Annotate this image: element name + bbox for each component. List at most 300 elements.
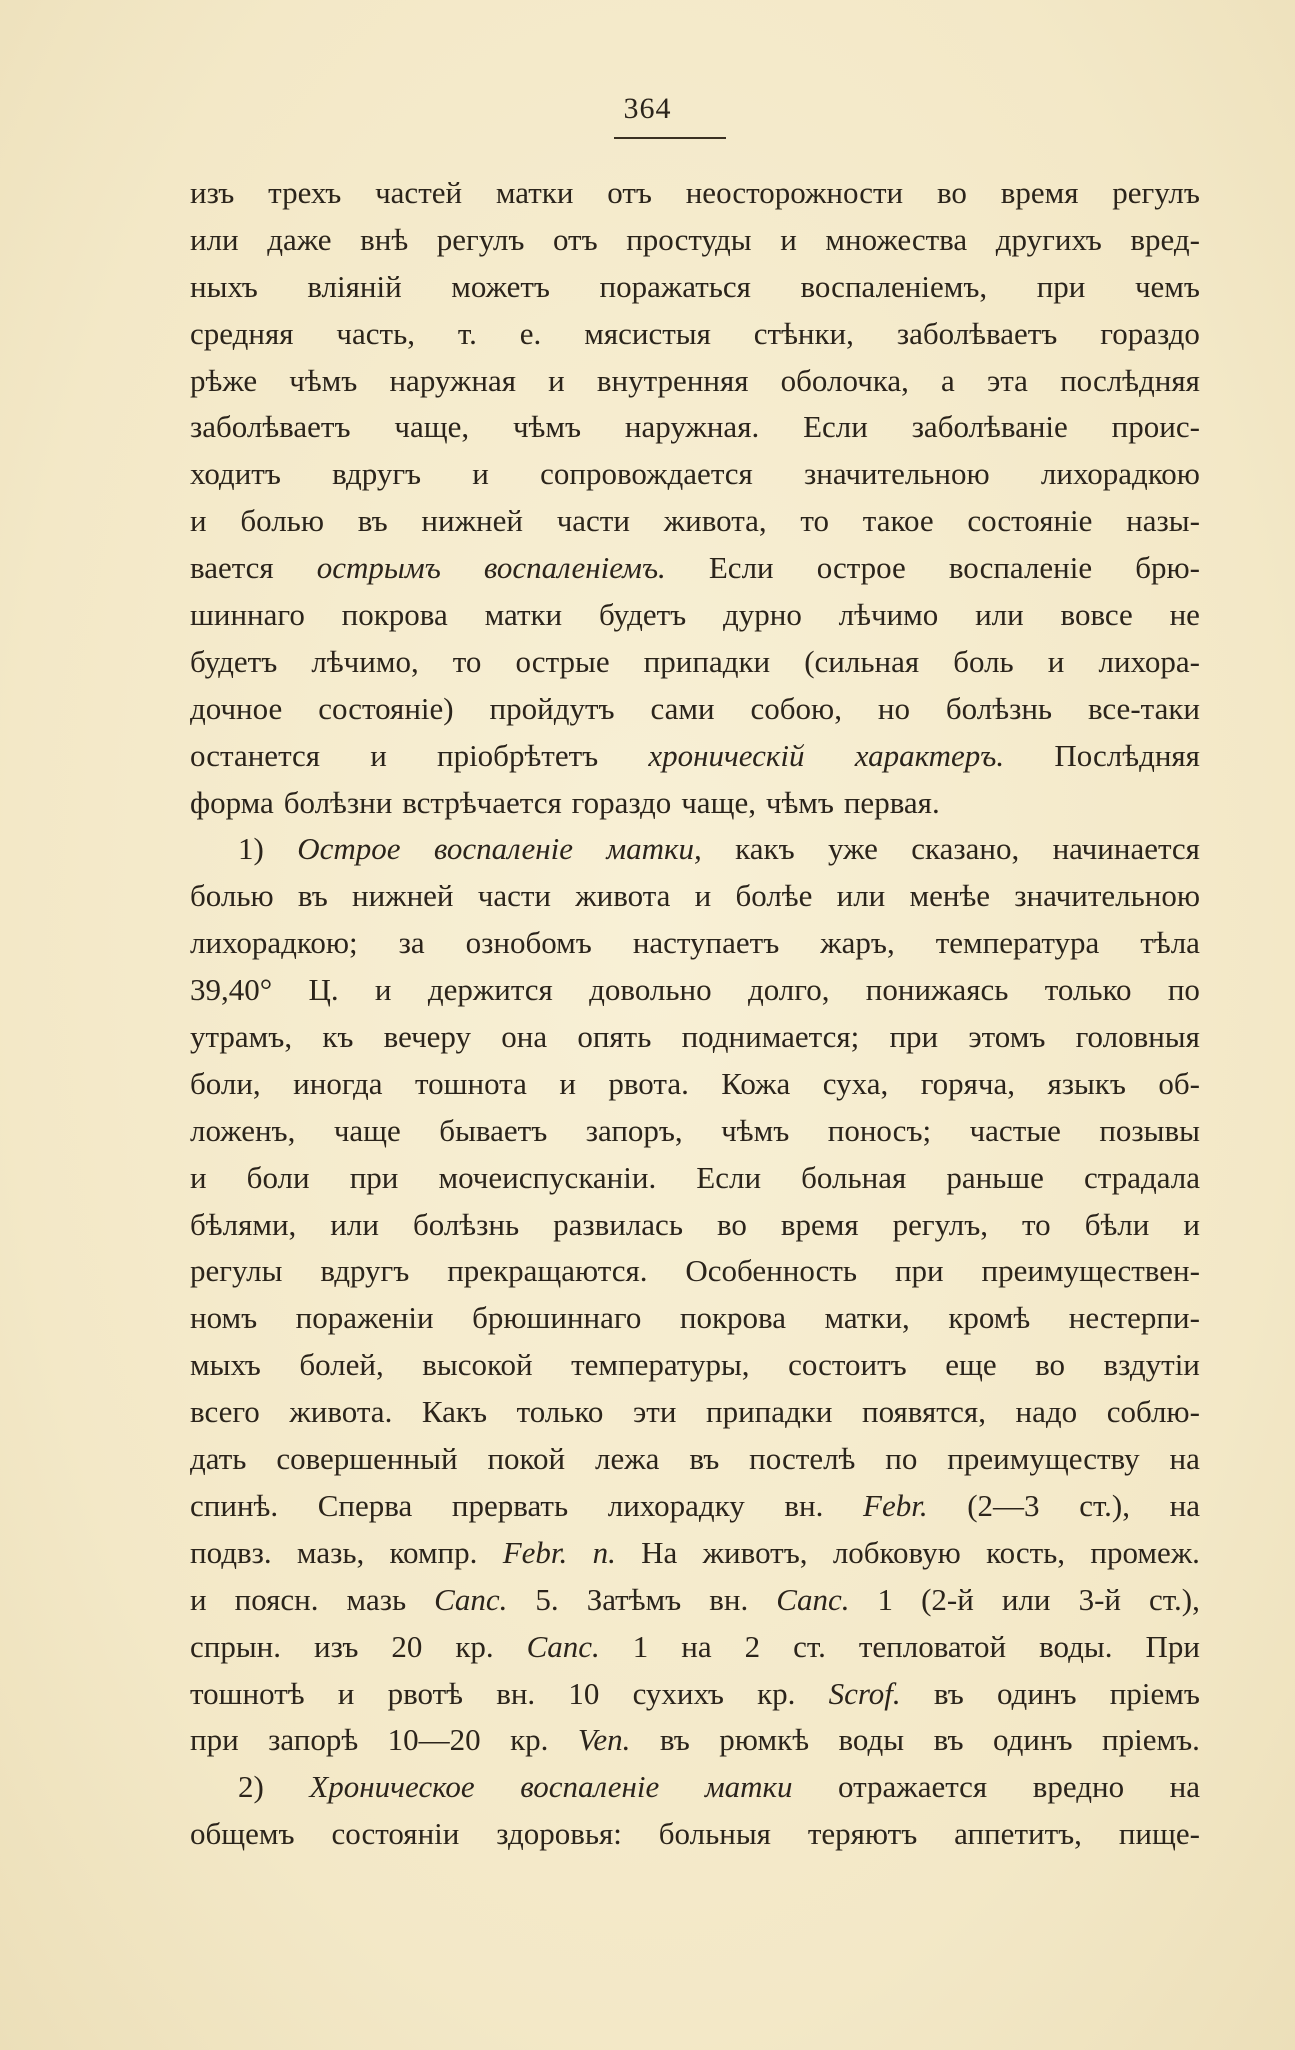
word: компр. <box>389 1534 478 1570</box>
word: нестерпи- <box>1068 1300 1200 1336</box>
word: болей, <box>299 1347 384 1383</box>
word: 20 <box>391 1628 423 1664</box>
text-line <box>190 920 1200 967</box>
text-line <box>190 873 1200 920</box>
text-line <box>190 451 1200 498</box>
word: средняя <box>190 315 294 351</box>
word: ознобомъ <box>465 925 592 961</box>
word: вдругъ <box>320 1253 410 1289</box>
word: 2) <box>238 1769 264 1805</box>
word: и <box>780 221 797 257</box>
word: вліяній <box>307 268 402 304</box>
word: лобковую <box>832 1534 961 1570</box>
word: тѣла <box>1140 925 1200 961</box>
word: или <box>190 221 239 257</box>
word: рвота. <box>608 1065 689 1101</box>
word: понижаясь <box>865 972 1009 1008</box>
word: такое <box>862 503 934 539</box>
word: отъ <box>552 221 598 257</box>
word: значительною <box>803 456 990 492</box>
text-line <box>190 1108 1200 1155</box>
word: во <box>716 1206 747 1242</box>
word: долго, <box>747 972 830 1008</box>
word: пище- <box>1118 1816 1200 1852</box>
italic-word: Canc. <box>526 1628 600 1664</box>
word: и <box>374 972 392 1008</box>
word: наружная <box>389 362 517 398</box>
text-line <box>190 1202 1200 1249</box>
word: мясистыя <box>584 315 711 351</box>
word: преимуществен- <box>981 1253 1200 1289</box>
word: всего <box>190 1394 260 1430</box>
word: или <box>975 597 1024 633</box>
word: множества <box>825 221 968 257</box>
word: и <box>472 456 489 492</box>
word: лихорадкою <box>1040 456 1200 492</box>
word: совершенный <box>276 1441 458 1477</box>
word: и <box>559 1065 576 1101</box>
word: (2—3 <box>967 1487 1040 1523</box>
page-header <box>0 92 1295 126</box>
word: одинъ <box>992 1722 1073 1758</box>
word: болью <box>240 503 324 539</box>
word: другихъ <box>995 221 1102 257</box>
word: кр. <box>510 1722 549 1758</box>
word: 39,40° <box>190 972 273 1008</box>
word: оболочка, <box>780 362 909 398</box>
word: регулъ, <box>892 1206 989 1242</box>
word: позывы <box>1099 1112 1200 1148</box>
text-line <box>190 1530 1200 1577</box>
italic-word: Canc. <box>434 1581 508 1617</box>
word: кость, <box>986 1534 1066 1570</box>
word: даже <box>267 221 332 257</box>
text-line <box>190 967 1200 1014</box>
word: при <box>349 1159 399 1195</box>
word: неосторожности <box>685 175 904 210</box>
word: проис- <box>1111 409 1200 445</box>
word: Если <box>708 550 774 586</box>
word: на <box>681 1628 712 1664</box>
word: нижней <box>351 878 454 914</box>
text-line <box>190 1671 1200 1718</box>
word: бываетъ <box>439 1112 548 1148</box>
word: бѣлями, <box>190 1206 297 1242</box>
word: и <box>190 1159 207 1195</box>
word: кромѣ <box>948 1300 1031 1336</box>
word: мочеиспусканіи. <box>438 1159 657 1195</box>
word: об- <box>1158 1065 1200 1101</box>
word: только <box>1044 972 1132 1008</box>
word: живота, <box>663 503 767 539</box>
page-number: 364 <box>623 92 672 125</box>
word: то <box>800 503 830 539</box>
italic-word: Хроническое <box>309 1769 475 1805</box>
word: языкъ <box>1047 1065 1126 1101</box>
word: аппетитъ, <box>954 1816 1082 1852</box>
word: промеж. <box>1090 1534 1200 1570</box>
italic-word: характеръ. <box>854 737 1005 773</box>
word: Ц. <box>308 972 339 1008</box>
word: теряютъ <box>807 1816 918 1852</box>
word: будетъ <box>190 643 278 679</box>
word: вн. <box>496 1675 536 1711</box>
word: (сильная <box>804 643 920 679</box>
word: Если <box>803 409 868 445</box>
word: отъ <box>607 175 652 210</box>
word: и <box>337 1675 355 1711</box>
word: животъ, <box>702 1534 808 1570</box>
word: температура <box>935 925 1100 961</box>
word: прервать <box>451 1487 569 1523</box>
word: спрын. <box>190 1628 282 1664</box>
word: вечеру <box>383 1019 472 1055</box>
text-line <box>190 639 1200 686</box>
word: регулъ <box>436 221 525 257</box>
word: гораздо <box>571 784 672 820</box>
word: сухихъ <box>632 1675 724 1711</box>
word: рѣже <box>190 362 258 398</box>
word: не <box>1169 597 1200 633</box>
italic-word: Ven. <box>577 1722 631 1758</box>
italic-word: матки <box>704 1769 793 1805</box>
word: воспаленіемъ, <box>800 268 988 304</box>
word: въ <box>933 1675 964 1711</box>
word: довольно <box>589 972 712 1008</box>
word: покрова <box>341 597 448 633</box>
word: лихорадку <box>607 1487 745 1523</box>
word: воды <box>838 1722 905 1758</box>
word: больная <box>801 1159 907 1195</box>
body-text <box>190 170 1200 1858</box>
word: и <box>694 878 712 914</box>
word: собою, <box>750 690 842 726</box>
word: болѣзнь <box>412 1206 520 1242</box>
text-line <box>190 358 1200 405</box>
word: головныя <box>1075 1019 1200 1055</box>
word: поднимается; <box>681 1019 860 1055</box>
word: за <box>398 925 425 961</box>
word: болью <box>190 878 274 914</box>
word: дочное <box>190 690 283 726</box>
word: брюшиннаго <box>472 1300 642 1336</box>
word: чаще <box>333 1112 401 1148</box>
text-line <box>190 1061 1200 1108</box>
word: надо <box>1015 1394 1078 1430</box>
word: кр. <box>455 1628 494 1664</box>
word: Кожа <box>721 1065 791 1101</box>
text-line <box>190 1248 1200 1295</box>
italic-word: острымъ <box>316 550 441 586</box>
word: форма <box>190 784 274 820</box>
word: воды. <box>1039 1628 1113 1664</box>
word: живота <box>575 878 671 914</box>
word: здоровья: <box>496 1816 622 1852</box>
text-line <box>190 498 1200 545</box>
text-line <box>190 404 1200 451</box>
word: или <box>1001 1581 1051 1617</box>
word: частые <box>969 1112 1061 1148</box>
word: въ <box>689 1441 720 1477</box>
word: суха, <box>822 1065 889 1101</box>
italic-word: Острое <box>297 831 401 867</box>
word: заболѣваетъ <box>896 315 1058 351</box>
word: Если <box>696 1159 762 1195</box>
text-line <box>190 217 1200 264</box>
word: регулы <box>190 1253 283 1289</box>
word: вред- <box>1130 221 1200 257</box>
word: На <box>641 1534 678 1570</box>
word: Послѣдняя <box>1054 737 1200 773</box>
word: припадки <box>705 1394 833 1430</box>
word: пріемъ <box>1109 1675 1200 1711</box>
word: болѣе <box>735 878 813 914</box>
italic-word: матки, <box>606 831 702 867</box>
word: живота. <box>289 1394 393 1430</box>
word: она <box>501 1019 548 1055</box>
word: трехъ <box>268 175 342 210</box>
word: Особенность <box>685 1253 858 1289</box>
word: простуды <box>626 221 752 257</box>
text-line <box>190 1014 1200 1061</box>
word: сказано, <box>911 831 1020 867</box>
word: вредно <box>1032 1769 1125 1805</box>
word: можетъ <box>451 268 550 304</box>
text-line <box>190 1811 1200 1858</box>
word: и <box>370 737 387 773</box>
word: тошнотѣ <box>190 1675 305 1711</box>
word: во <box>1035 1347 1066 1383</box>
word: брю- <box>1135 550 1200 586</box>
word: появятся, <box>862 1394 986 1430</box>
word: чемъ <box>1134 268 1200 304</box>
word: время <box>1000 175 1079 210</box>
word: болѣзни <box>283 784 393 820</box>
word: встрѣчается <box>402 784 562 820</box>
word: въ <box>297 878 328 914</box>
word: сами <box>650 690 715 726</box>
word: лихора- <box>1098 643 1200 679</box>
word: наружная. <box>624 409 760 445</box>
word: общемъ <box>190 1816 295 1852</box>
word: этомъ <box>968 1019 1046 1055</box>
word: дурно <box>722 597 802 633</box>
word: лѣчимо, <box>311 643 419 679</box>
text-line <box>190 733 1200 780</box>
word: регулъ <box>1112 175 1200 210</box>
word: или <box>836 878 886 914</box>
text-line <box>190 1483 1200 1530</box>
word: 2 <box>744 1628 761 1664</box>
word: вается <box>190 550 274 586</box>
word: менѣе <box>909 878 991 914</box>
word: останется <box>190 737 321 773</box>
text-line <box>190 1436 1200 1483</box>
word: на <box>1169 1769 1200 1805</box>
word: Какъ <box>421 1394 488 1430</box>
word: состоитъ <box>788 1347 907 1383</box>
italic-word: хроническій <box>648 737 805 773</box>
word: эти <box>632 1394 677 1430</box>
word: вн. <box>784 1487 824 1523</box>
word: кр. <box>757 1675 796 1711</box>
word: чѣмъ <box>721 1112 790 1148</box>
word: къ <box>322 1019 354 1055</box>
word: чаще, <box>681 784 756 820</box>
word: вовсе <box>1060 597 1133 633</box>
text-line <box>190 170 1200 217</box>
word: назы- <box>1126 503 1200 539</box>
text-line <box>190 780 1200 827</box>
word: будетъ <box>598 597 687 633</box>
word: какъ <box>735 831 795 867</box>
word: 3-й <box>1078 1581 1121 1617</box>
word: вдругъ <box>332 456 422 492</box>
word: мыхъ <box>190 1347 261 1383</box>
word: При <box>1145 1628 1200 1664</box>
word: а <box>941 362 955 398</box>
word: эта <box>986 362 1028 398</box>
text-line <box>190 1295 1200 1342</box>
word: матки <box>484 597 563 633</box>
word: лѣчимо <box>838 597 939 633</box>
word: рвотѣ <box>387 1675 463 1711</box>
word: заболѣваніе <box>911 409 1068 445</box>
word: во <box>936 175 967 210</box>
word: и <box>190 1581 207 1617</box>
word: внѣ <box>360 221 409 257</box>
word: чѣмъ <box>512 409 582 445</box>
word: прекращаются. <box>447 1253 648 1289</box>
word: 10—20 <box>387 1722 481 1758</box>
text-line <box>190 1624 1200 1671</box>
word: поражаться <box>599 268 751 304</box>
word: раньше <box>946 1159 1044 1195</box>
text-line <box>190 1342 1200 1389</box>
word: лихорадкою; <box>190 925 358 961</box>
word: заболѣваетъ <box>190 409 351 445</box>
word: ходитъ <box>190 456 281 492</box>
word: горяча, <box>920 1065 1015 1101</box>
word: ложенъ, <box>190 1112 296 1148</box>
word: по <box>1167 972 1200 1008</box>
italic-word: Febr. <box>502 1534 568 1570</box>
word: при <box>190 1722 239 1758</box>
word: пораженіи <box>295 1300 434 1336</box>
word: при <box>889 1019 939 1055</box>
word: запоръ, <box>585 1112 683 1148</box>
word: 5. <box>535 1581 559 1617</box>
word: состояніе <box>967 503 1093 539</box>
word: Сперва <box>317 1487 413 1523</box>
word: по <box>885 1441 918 1477</box>
header-rule <box>614 137 726 139</box>
word: чѣмъ <box>289 362 358 398</box>
word: страдала <box>1084 1159 1200 1195</box>
word: жаръ, <box>820 925 895 961</box>
word: то <box>1022 1206 1051 1242</box>
italic-word: воспаленіе <box>520 1769 660 1805</box>
word: части <box>556 503 630 539</box>
word: уже <box>827 831 878 867</box>
word: нижней <box>421 503 523 539</box>
word: преимуществу <box>947 1441 1140 1477</box>
word: держится <box>427 972 553 1008</box>
word: ст. <box>793 1628 826 1664</box>
word: иногда <box>293 1065 383 1101</box>
word: послѣдняя <box>1060 362 1200 398</box>
word: гораздо <box>1100 315 1200 351</box>
word: боль <box>953 643 1014 679</box>
word: спинѣ. <box>190 1487 279 1523</box>
word: мазь <box>346 1581 407 1617</box>
word: отражается <box>838 1769 988 1805</box>
word: части <box>477 878 551 914</box>
word: острое <box>816 550 906 586</box>
word: матки, <box>824 1300 910 1336</box>
word: лежа <box>595 1441 660 1477</box>
word: время <box>780 1206 859 1242</box>
word: тошнота <box>414 1065 527 1101</box>
word: соблю- <box>1106 1394 1200 1430</box>
word: матки <box>495 175 574 210</box>
word: состояніе) <box>318 690 454 726</box>
word: при <box>1036 268 1086 304</box>
word: чаще, <box>394 409 470 445</box>
text-line <box>190 1155 1200 1202</box>
word: ст.), <box>1079 1487 1130 1523</box>
word: поносъ; <box>827 1112 932 1148</box>
italic-word: воспаленіе <box>433 831 573 867</box>
word: рюмкѣ <box>719 1722 810 1758</box>
word: е. <box>519 315 542 351</box>
word: (2-й <box>921 1581 974 1617</box>
word: вн. <box>709 1581 749 1617</box>
word: чѣмъ <box>765 784 834 820</box>
word: номъ <box>190 1300 258 1336</box>
word: въ <box>933 1722 964 1758</box>
word: бѣли <box>1084 1206 1150 1242</box>
word: начинается <box>1052 831 1200 867</box>
text-line <box>190 592 1200 639</box>
italic-word: Canc. <box>776 1581 850 1617</box>
word: тепловатой <box>858 1628 1007 1664</box>
word: воспаленіе <box>948 550 1093 586</box>
word: припадки <box>643 643 771 679</box>
word: стѣнки, <box>753 315 854 351</box>
word: острые <box>515 643 610 679</box>
word: болѣзнь <box>945 690 1053 726</box>
word: пріемъ. <box>1102 1722 1200 1758</box>
word: утрамъ, <box>190 1019 293 1055</box>
word: или <box>330 1206 379 1242</box>
word: на <box>1169 1487 1200 1523</box>
word: но <box>877 690 910 726</box>
text-line <box>190 545 1200 592</box>
word: температуры, <box>571 1347 750 1383</box>
word: все-таки <box>1087 690 1200 726</box>
word: 1 <box>632 1628 649 1664</box>
word: изъ <box>190 175 235 210</box>
word: наступаетъ <box>632 925 780 961</box>
word: при <box>894 1253 944 1289</box>
text-line <box>190 1764 1200 1811</box>
word: значительною <box>1014 878 1200 914</box>
word: въ <box>357 503 388 539</box>
word: то <box>452 643 482 679</box>
word: и <box>190 503 207 539</box>
word: мазь, <box>296 1534 365 1570</box>
